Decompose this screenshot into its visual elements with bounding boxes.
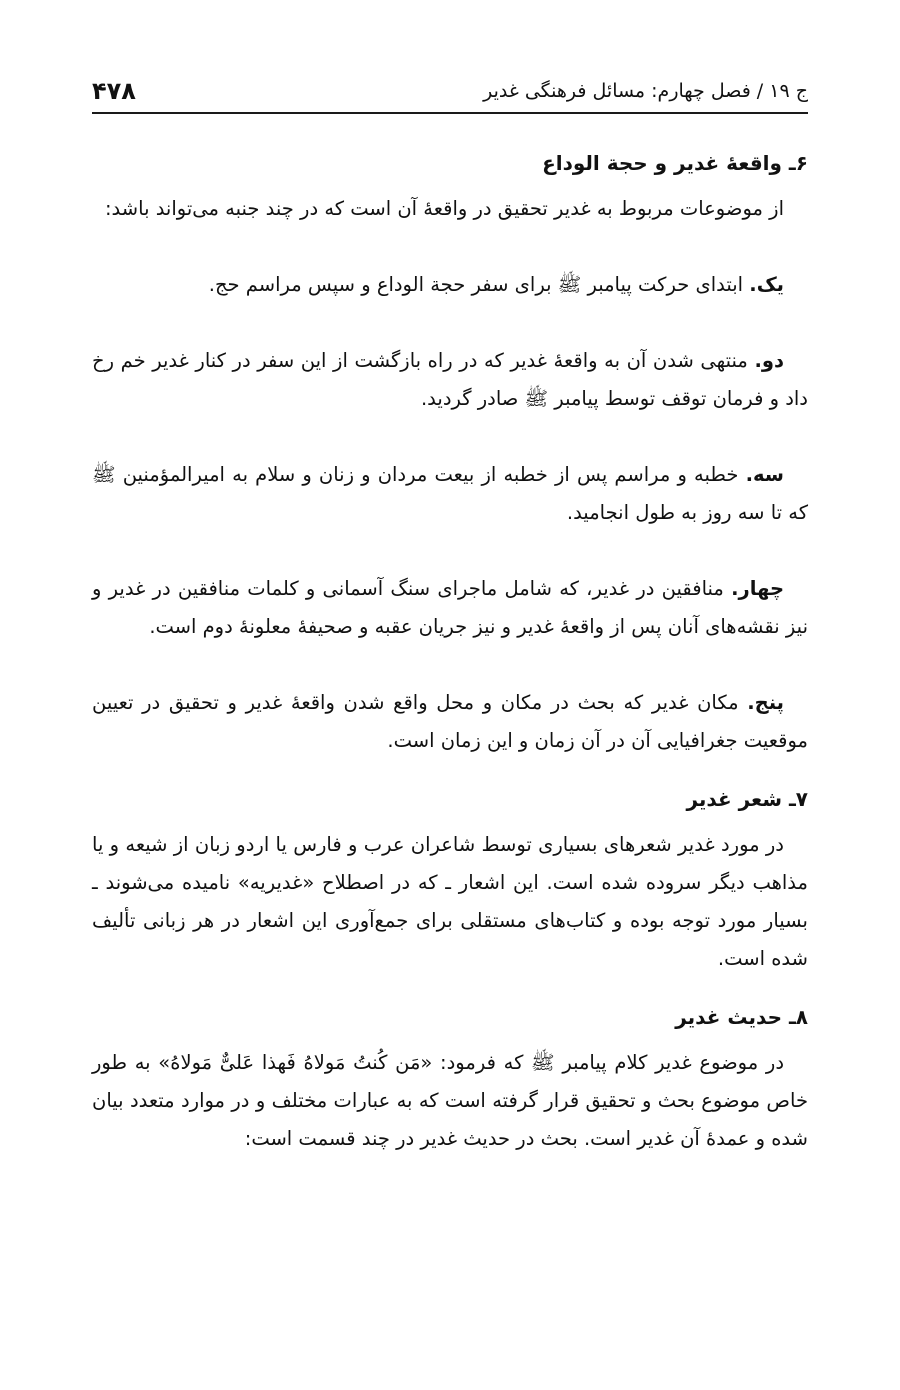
section-8-body: در موضوع غدیر کلام پیامبر ﷺ که فرمود: «مَن کُنتُ مَولاهُ فَهذا عَلیٌّ مَولاهُ» به طور خاص موضوع بحث و تحقیق قرار گرفته است که به عبارات مختلف و در موارد متعدد بیان شده و عمدۀ آن غدیر است. بحث در حدیث غدیر در چند قسمت است: (92, 1051, 808, 1150)
page-header (92, 70, 808, 114)
page-number: ۴۷۸ (92, 77, 136, 105)
section-7-body: در مورد غدیر شعرهای بسیاری توسط شاعران عرب و فارس یا اردو زبان از شیعه و یا مذاهب دیگر سروده شده است. این اشعار ـ که در اصطلاح «غدیریه» نامیده می‌شوند ـ بسیار مورد توجه بوده و کتاب‌های مستقلی برای جمع‌آوری این اشعار در هر زبانی تألیف شده است. (92, 833, 808, 970)
list-item-text: ابتدای حرکت پیامبر ﷺ برای سفر حجة الوداع و سپس مراسم حج. (208, 273, 750, 296)
page-content (92, 148, 808, 1158)
list-item-text: مکان غدیر که بحث در مکان و محل واقع شدن واقعۀ غدیر و تحقیق در تعیین موقعیت جغرافیایی آن در آن زمان و این زمان است. (92, 691, 808, 752)
list-item-1 (92, 266, 808, 304)
list-item-label: دو. (754, 349, 784, 372)
list-item-4 (92, 570, 808, 646)
section-6-intro: از موضوعات مربوط به غدیر تحقیق در واقعۀ آن است که در چند جنبه می‌تواند باشد: (104, 197, 784, 220)
running-head: ج ۱۹ / فصل چهارم: مسائل فرهنگی غدیر (483, 80, 808, 102)
list-item-2 (92, 342, 808, 418)
list-item-text: منافقین در غدیر، که شامل ماجرای سنگ آسمانی و کلمات منافقین در غدیر و نیز نقشه‌های آنان پس از واقعۀ غدیر و نیز جریان عقبه و صحیفۀ معلونۀ دوم است. (92, 577, 808, 638)
list-item-label: سه. (745, 463, 784, 486)
list-item-text: خطبه و مراسم پس از خطبه از بیعت مردان و زنان و سلام به امیرالمؤمنین ﷺ که تا سه روز به طول انجامید. (92, 463, 808, 524)
list-item-label: چهار. (731, 577, 784, 600)
section-title-6: ۶ـ واقعۀ غدیر و حجة الوداع (542, 151, 808, 175)
list-item-3 (92, 456, 808, 532)
list-item-5 (92, 684, 808, 760)
list-item-label: پنج. (747, 691, 784, 714)
list-item-text: منتهی شدن آن به واقعۀ غدیر که در راه بازگشت از این سفر در کنار غدیر خم رخ داد و فرمان توقف توسط پیامبر ﷺ صادر گردید. (92, 349, 808, 410)
section-title-8: ۸ـ حدیث غدیر (675, 1005, 808, 1029)
list-item-label: یک. (749, 273, 784, 296)
book-page (92, 0, 808, 1390)
section-title-7: ۷ـ شعر غدیر (686, 787, 808, 811)
